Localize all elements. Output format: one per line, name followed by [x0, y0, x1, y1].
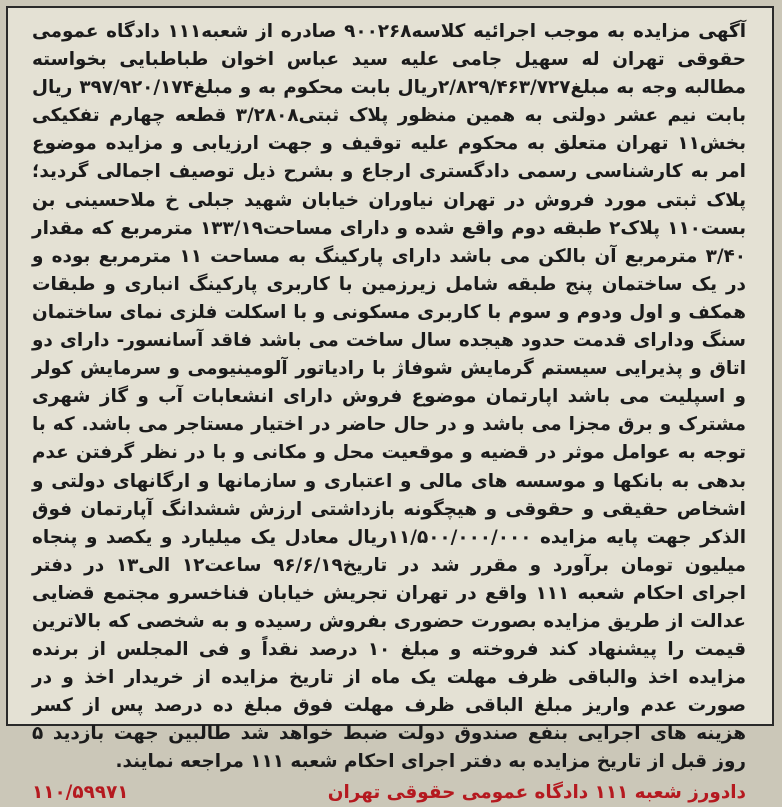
notice-body: آگهی مزایده به موجب اجرائیه کلاسه۹۰۰۲۶۸ صادره از شعبه۱۱۱ دادگاه عمومی حقوقی تهران له سهیل جامی علیه سید عباس اخوان طباطبایی بخواسته مطالبه وجه به مبلغ۲/۸۲۹/۴۶۳/۷۲۷ریال بابت محکوم به و مبلغ۳۹۷/۹۲۰/۱۷۴ ریال بابت نیم عشر دولتی به همین منظور پلاک ثبتی۳/۲۸۰۸ قطعه چهارم تفکیکی بخش۱۱ تهران متعلق به محکوم علیه توقیف و جهت ارزیابی و مزایده موضوع امر به کارشناسی رسمی دادگستری ارجاع و بشرح ذیل توصیف اجمالی گردید؛ پلاک ثبتی مورد فروش در تهران نیاوران خیابان شهید جبلی خ ملاحسینی بن بست۱۱۰ پلاک۲ طبقه دوم واقع شده و دارای مساحت۱۳۳/۱۹ مترمربع که مقدار ۳/۴۰ مترمربع آن بالکن می باشد دارای پارکینگ به مساحت ۱۱ مترمربع بوده و در یک ساختمان پنج طبقه شامل زیرزمین با کاربری پارکینگ انباری و طبقات همکف و اول ودوم و سوم با کاربری مسکونی و با اسکلت فلزی نمای ساختمان سنگ ودارای قدمت حدود هیجده سال ساخت می باشد فاقد آسانسور- دارای دو اتاق و پذیرایی سیستم گرمایش شوفاژ با رادیاتور آلومینیومی و سرمایش کولر و اسپلیت می باشد اپارتمان موضوع فروش دارای انشعابات آب و گاز شهری مشترک و برق مجزا می باشد و در حال حاضر در اختیار مستاجر می باشد. که با توجه به عوامل موثر در قضیه و موقعیت محل و مکانی و با در نظر گرفتن عدم بدهی به بانکها و موسسه های مالی و اعتباری و سازمانها و ارگانهای دولتی و اشخاص حقیقی و حقوقی و هیچگونه بازداشتی ارزش ششدانگ آپارتمان فوق الذکر جهت پایه مزایده ۱۱/۵۰۰/۰۰۰/۰۰۰ریال معادل یک میلیارد و یکصد و پنجاه میلیون تومان برآورد و مقرر شد در تاریخ۹۶/۶/۱۹ ساعت۱۲ الی۱۳ در دفتر اجرای احکام شعبه ۱۱۱ واقع در تهران تجریش خیابان فناخسرو مجتمع قضایی عدالت از طریق مزایده بصورت حضوری بفروش رسیده و به شخصی که بالاترین قیمت را پیشنهاد کند فروخته و مبلغ ۱۰ درصد نقداً و فی المجلس از برنده مزایده اخذ والباقی ظرف مهلت یک ماه از تاریخ مزایده از خریدار اخذ و در صورت عدم واریز مبلغ الباقی ظرف مهلت فوق مبلغ ده درصد پس از کسر هزینه های اجرایی بنفع صندوق دولت ضبط خواهد شد طالبین جهت بازدید ۵ روز قبل از تاریخ مزایده به دفتر اجرای احکام شعبه ۱۱۱ مراجعه نمایند.: [32, 21, 747, 773]
notice-signature: دادورز شعبه ۱۱۱ دادگاه عمومی حقوقی تهران: [327, 781, 746, 803]
notice-footer: [32, 779, 746, 807]
newspaper-notice: [6, 6, 774, 803]
notice-reference-number: ۱۱۰/۵۹۹۷۱: [32, 781, 129, 803]
